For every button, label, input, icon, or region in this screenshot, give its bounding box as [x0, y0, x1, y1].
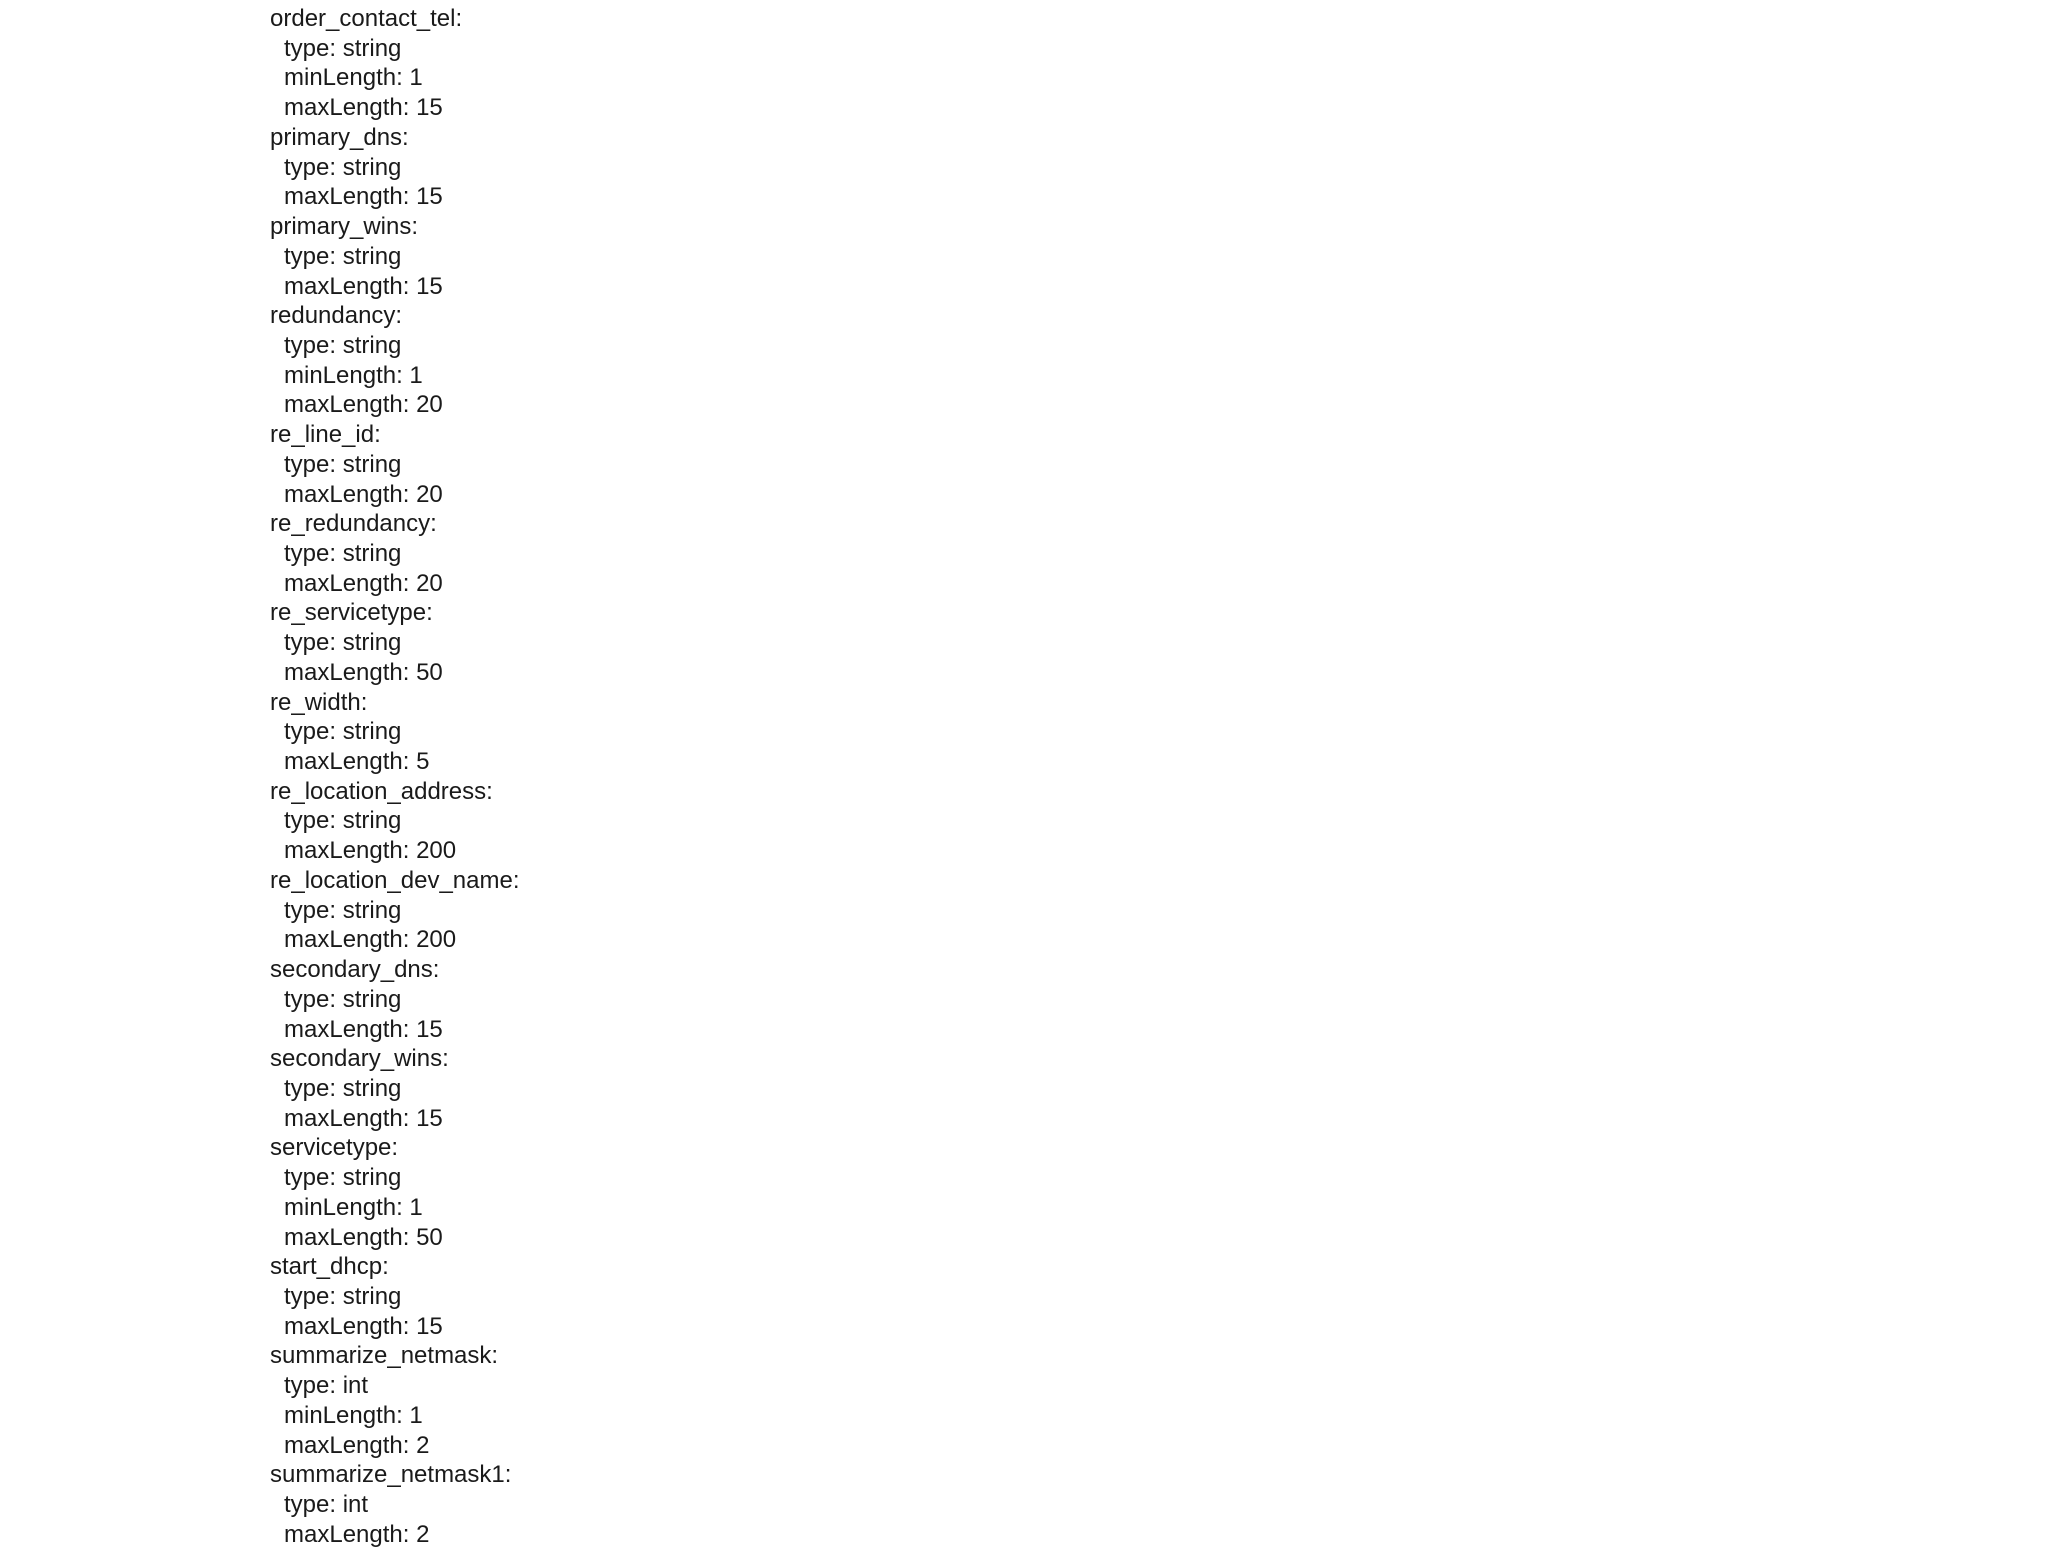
schema-property-line: minLength: 1 [284, 1193, 423, 1221]
schema-property-line: maxLength: 50 [284, 1223, 443, 1251]
schema-field-name: re_location_address: [270, 777, 493, 805]
schema-field-name: summarize_netmask1: [270, 1461, 512, 1489]
schema-property-line: maxLength: 20 [284, 569, 443, 597]
schema-field-name: re_line_id: [270, 421, 381, 449]
schema-property-line: maxLength: 200 [284, 926, 457, 954]
schema-property-line: maxLength: 15 [284, 1312, 443, 1340]
schema-property-line: type: string [284, 540, 402, 567]
schema-property-line: minLength: 1 [284, 1401, 423, 1429]
schema-field-name: order_contact_tel: [270, 5, 463, 32]
schema-property-line: type: string [284, 896, 402, 924]
schema-field-name: servicetype: [270, 1134, 399, 1162]
schema-field-name: secondary_wins: [270, 1045, 449, 1073]
schema-property-line: type: string [284, 718, 402, 746]
schema-property-line: maxLength: 20 [284, 391, 443, 419]
schema-property-line: maxLength: 5 [284, 748, 430, 775]
schema-field-name: re_servicetype: [270, 599, 433, 627]
schema-property-line: type: string [284, 1164, 402, 1192]
schema-property-line: maxLength: 15 [284, 272, 443, 300]
schema-property-line: type: string [284, 985, 402, 1013]
schema-property-line: maxLength: 15 [284, 183, 443, 211]
schema-property-line: maxLength: 2 [284, 1520, 430, 1548]
schema-field-name: secondary_dns: [270, 956, 440, 983]
schema-field-name: primary_dns: [270, 123, 409, 151]
schema-property-line: type: string [284, 629, 402, 657]
schema-field-name: re_width: [270, 688, 368, 716]
schema-field-name: re_redundancy: [270, 510, 437, 538]
schema-property-line: type: string [284, 242, 402, 270]
schema-field-name: start_dhcp: [270, 1253, 389, 1281]
schema-property-line: maxLength: 200 [284, 837, 457, 865]
schema-field-name: summarize_netmask: [270, 1342, 499, 1370]
schema-property-line: maxLength: 15 [284, 1104, 443, 1132]
schema-property-line: type: string [284, 1283, 402, 1310]
schema-property-line: maxLength: 2 [284, 1431, 430, 1459]
schema-property-line: minLength: 1 [284, 64, 423, 92]
schema-field-name: primary_wins: [270, 213, 419, 240]
schema-property-line: type: string [284, 807, 402, 835]
schema-field-name: redundancy: [270, 302, 403, 330]
schema-property-line: type: string [284, 450, 402, 478]
schema-property-line: minLength: 1 [284, 361, 423, 389]
schema-property-line: type: int [284, 1372, 369, 1400]
schema-property-line: type: string [284, 34, 402, 62]
schema-property-line: type: string [284, 1074, 402, 1102]
schema-field-name: re_location_dev_name: [270, 866, 520, 894]
schema-property-line: maxLength: 20 [284, 480, 443, 508]
schema-property-line: maxLength: 15 [284, 1015, 443, 1043]
schema-property-line: maxLength: 15 [284, 94, 443, 122]
schema-property-line: type: string [284, 153, 402, 181]
schema-property-line: type: int [284, 1491, 369, 1518]
schema-property-line: maxLength: 50 [284, 658, 443, 686]
schema-property-line: type: string [284, 331, 402, 359]
